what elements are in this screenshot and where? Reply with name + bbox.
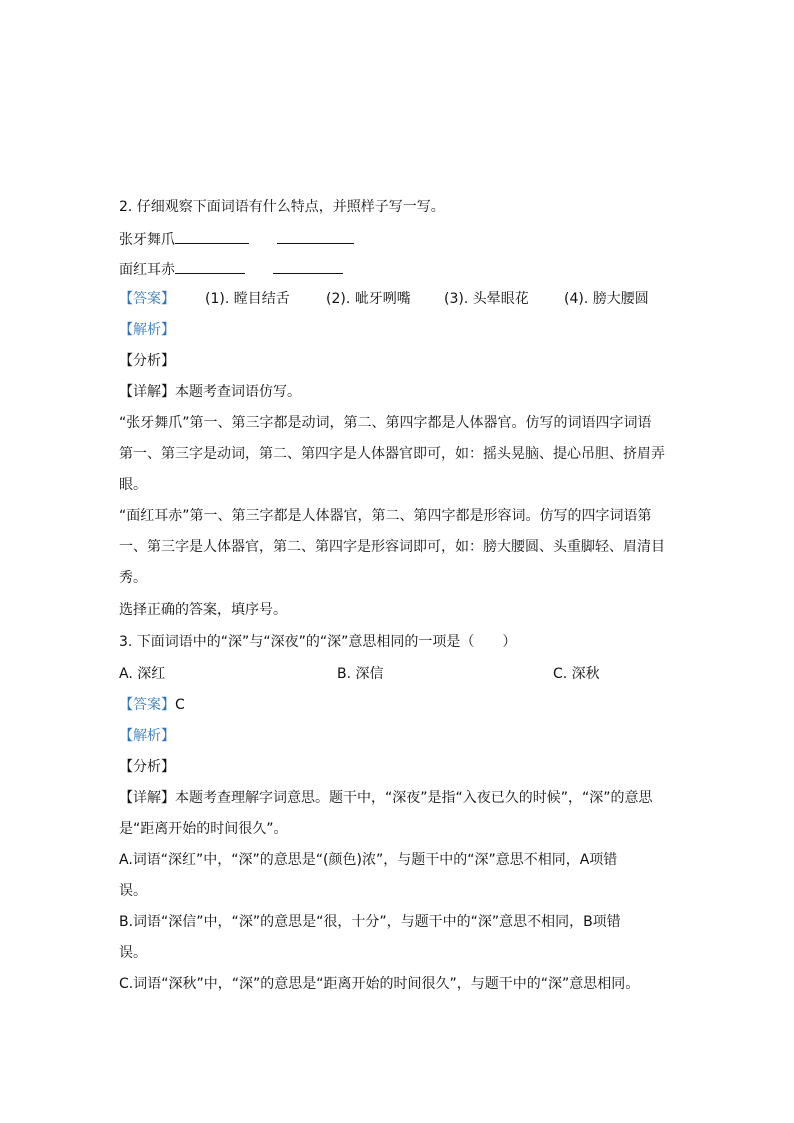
q2-para1-line2: 第一、第三字是动词，第二、第四字是人体器官即可，如：摇头晃脑、提心吊胆、挤眉弄 [119, 446, 665, 462]
q3-option-b-explain-line2: 误。 [119, 945, 147, 961]
q2-word2-row [119, 259, 343, 280]
q2-detail-tag: 【详解】 [119, 384, 175, 400]
answer-blank-2[interactable] [277, 229, 354, 244]
q2-answer-3: (3). 头晕眼花 [444, 291, 529, 307]
q3-detail-line2: 是“距离开始的时间很久”。 [119, 821, 288, 837]
q2-para2-line1: “面红耳赤”第一、第三字都是人体器官，第二、第四字都是形容词。仿写的四字词语第 [119, 508, 652, 524]
answer-blank-1[interactable] [175, 229, 249, 244]
q3-fenxi-tag: 【分析】 [119, 759, 175, 775]
q2-detail-intro: 本题考查词语仿写。 [175, 384, 301, 400]
q3-answer-row [119, 695, 185, 715]
q2-answer-row [119, 289, 649, 309]
q3-analysis-tag: 【解析】 [119, 728, 175, 744]
q3-detail-tag: 【详解】 [119, 790, 175, 806]
q3-options-row [119, 664, 600, 684]
answer-blank-3[interactable] [175, 259, 245, 274]
q2-para2-line2: 一、第三字是人体器官，第二、第四字是形容词即可，如：膀大腰圆、头重脚轻、眉清目 [119, 539, 665, 555]
q3-detail-line1: 本题考查理解字词意思。题干中，“深夜”是指“入夜已久的时候”，“深”的意思 [175, 790, 653, 806]
q2-answer-2: (2). 呲牙咧嘴 [326, 291, 411, 307]
q3-option-b-explain-line1: B.词语“深信”中，“深”的意思是“很，十分”，与题干中的“深”意思不相同，B项错 [119, 914, 621, 930]
q2-analysis-tag: 【解析】 [119, 322, 175, 338]
q3-option-c-explain-line1: C.词语“深秋”中，“深”的意思是“距离开始的时间很久”，与题干中的“深”意思相同。 [119, 976, 640, 992]
q2-para1-line3: 眼。 [119, 477, 147, 493]
q3-option-b[interactable]: B. 深信 [337, 666, 384, 682]
q2-closing: 选择正确的答案，填序号。 [119, 602, 287, 618]
q3-option-c[interactable]: C. 深秋 [553, 666, 600, 682]
q2-para1-line1: “张牙舞爪”第一、第三字都是动词，第二、第四字都是人体器官。仿写的词语四字词语 [119, 415, 652, 431]
q3-answer-tag: 【答案】 [119, 697, 175, 713]
q2-word2: 面红耳赤 [119, 262, 175, 278]
q2-para2-line3: 秀。 [119, 570, 147, 586]
q3-detail-row [119, 788, 653, 808]
q3-option-a[interactable]: A. 深红 [119, 666, 166, 682]
q2-answer-tag: 【答案】 [119, 291, 175, 307]
q3-option-a-explain-line1: A.词语“深红”中，“深”的意思是“(颜色)浓”，与题干中的“深”意思不相同，A项错 [119, 852, 618, 868]
q3-option-a-explain-line2: 误。 [119, 883, 147, 899]
q2-word1: 张牙舞爪 [119, 232, 175, 248]
q2-answer-4: (4). 膀大腰圆 [564, 291, 649, 307]
q2-fenxi-tag: 【分析】 [119, 353, 175, 369]
q3-prompt: 3. 下面词语中的“深”与“深夜”的“深”意思相同的一项是（ ） [119, 634, 517, 650]
q3-answer-value: C [175, 697, 185, 713]
answer-blank-4[interactable] [273, 259, 343, 274]
q2-detail-row [119, 382, 301, 402]
q2-prompt: 2. 仔细观察下面词语有什么特点，并照样子写一写。 [119, 199, 445, 215]
q2-word1-row [119, 229, 354, 250]
q2-answer-1: (1). 瞠目结舌 [205, 291, 290, 307]
